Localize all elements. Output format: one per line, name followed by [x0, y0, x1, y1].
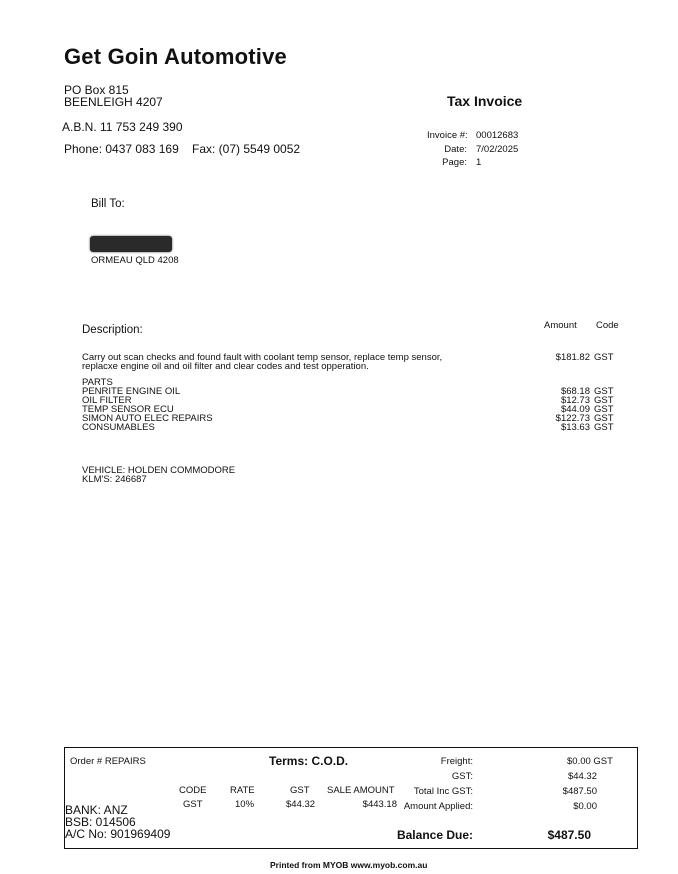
bank-name: BANK: ANZ: [65, 803, 128, 817]
bank-bsb: BSB: 014506: [65, 815, 136, 829]
invoice-page-label: Page:: [442, 157, 467, 168]
part-amount: $12.73: [560, 395, 590, 406]
total-inc-gst-amount: $487.50: [562, 786, 597, 797]
part-desc: PENRITE ENGINE OIL: [82, 386, 181, 397]
balance-due-amount: $487.50: [547, 828, 591, 842]
part-code: GST: [594, 422, 614, 433]
part-amount: $44.09: [560, 404, 590, 415]
parts-heading: PARTS: [82, 377, 113, 388]
invoice-meta: [427, 129, 518, 170]
company-address-line-1: PO Box 815: [64, 83, 129, 97]
part-desc: SIMON AUTO ELEC REPAIRS: [82, 413, 213, 424]
code-header: Code: [596, 320, 619, 331]
part-code: GST: [594, 386, 614, 397]
part-desc: TEMP SENSOR ECU: [82, 404, 174, 415]
company-fax: Fax: (07) 5549 0052: [192, 142, 301, 156]
tax-header-rate: RATE: [230, 785, 255, 796]
labour-line-1: Carry out scan checks and found fault with coolant temp sensor, replace temp sensor,: [82, 352, 443, 363]
invoice-date: 7/02/2025: [476, 143, 519, 155]
redacted-customer-name: [90, 236, 172, 252]
parts-list: [82, 378, 213, 432]
vehicle-info: [82, 466, 235, 484]
labour-amount-row: [500, 353, 622, 362]
part-amount: $13.63: [560, 422, 590, 433]
parts-amounts: [500, 387, 622, 432]
tax-header-code: CODE: [179, 785, 207, 796]
labour-description: [82, 353, 442, 371]
description-header: Description:: [82, 324, 143, 336]
printed-from-footer: Printed from MYOB www.myob.com.au: [270, 860, 428, 870]
bill-to-suburb: ORMEAU QLD 4208: [91, 255, 179, 266]
part-amount: $122.73: [555, 413, 590, 424]
company-name: Get Goin Automotive: [64, 44, 287, 69]
labour-code: GST: [594, 352, 614, 363]
tax-row-gst: $44.32: [286, 799, 316, 810]
payment-terms: Terms: C.O.D.: [269, 754, 349, 768]
invoice-page: 1: [476, 157, 482, 168]
tax-header-sale-amount: SALE AMOUNT: [327, 785, 395, 796]
part-amount: $68.18: [560, 386, 590, 397]
invoice-summary-box: [64, 747, 638, 849]
total-inc-gst-label: Total Inc GST:: [413, 786, 473, 797]
gst-label: GST:: [451, 771, 473, 782]
order-number: Order # REPAIRS: [70, 756, 146, 767]
bank-details: [65, 804, 170, 840]
company-phone: Phone: 0437 083 169: [64, 142, 179, 156]
invoice-number: 00012683: [476, 130, 519, 141]
invoice-number-label: Invoice #:: [427, 130, 468, 141]
company-abn: A.B.N. 11 753 249 390: [62, 120, 183, 134]
tax-header-gst: GST: [290, 785, 310, 796]
amount-applied-label: Amount Applied:: [403, 801, 473, 812]
labour-amount: $181.82: [555, 352, 590, 363]
vehicle-model: VEHICLE: HOLDEN COMMODORE: [82, 465, 236, 476]
amount-header: Amount: [544, 320, 577, 331]
bank-account: A/C No: 901969409: [65, 827, 171, 841]
freight-amount: $0.00 GST: [567, 756, 613, 767]
part-desc: CONSUMABLES: [82, 422, 155, 433]
amount-applied: $0.00: [573, 801, 597, 812]
tax-row-code: GST: [183, 799, 203, 810]
gst-amount: $44.32: [567, 771, 597, 782]
bill-to-label: Bill To:: [91, 198, 125, 210]
part-amount-row: [500, 423, 622, 432]
tax-row-sale-amount: $443.18: [362, 799, 397, 810]
vehicle-kms: KLM'S: 246687: [82, 474, 147, 485]
invoice-date-label: Date:: [444, 143, 467, 155]
part-code: GST: [594, 413, 614, 424]
freight-label: Freight:: [440, 756, 473, 767]
balance-due-label: Balance Due:: [396, 828, 473, 842]
tax-row-rate: 10%: [235, 799, 255, 810]
part-desc: OIL FILTER: [82, 395, 132, 406]
company-address-line-2: BEENLEIGH 4207: [64, 95, 163, 109]
labour-line-2: replacxe engine oil and oil filter and clear codes and test opperation.: [82, 361, 369, 372]
document-title: Tax Invoice: [447, 93, 523, 109]
part-code: GST: [594, 395, 614, 406]
part-code: GST: [594, 404, 614, 415]
